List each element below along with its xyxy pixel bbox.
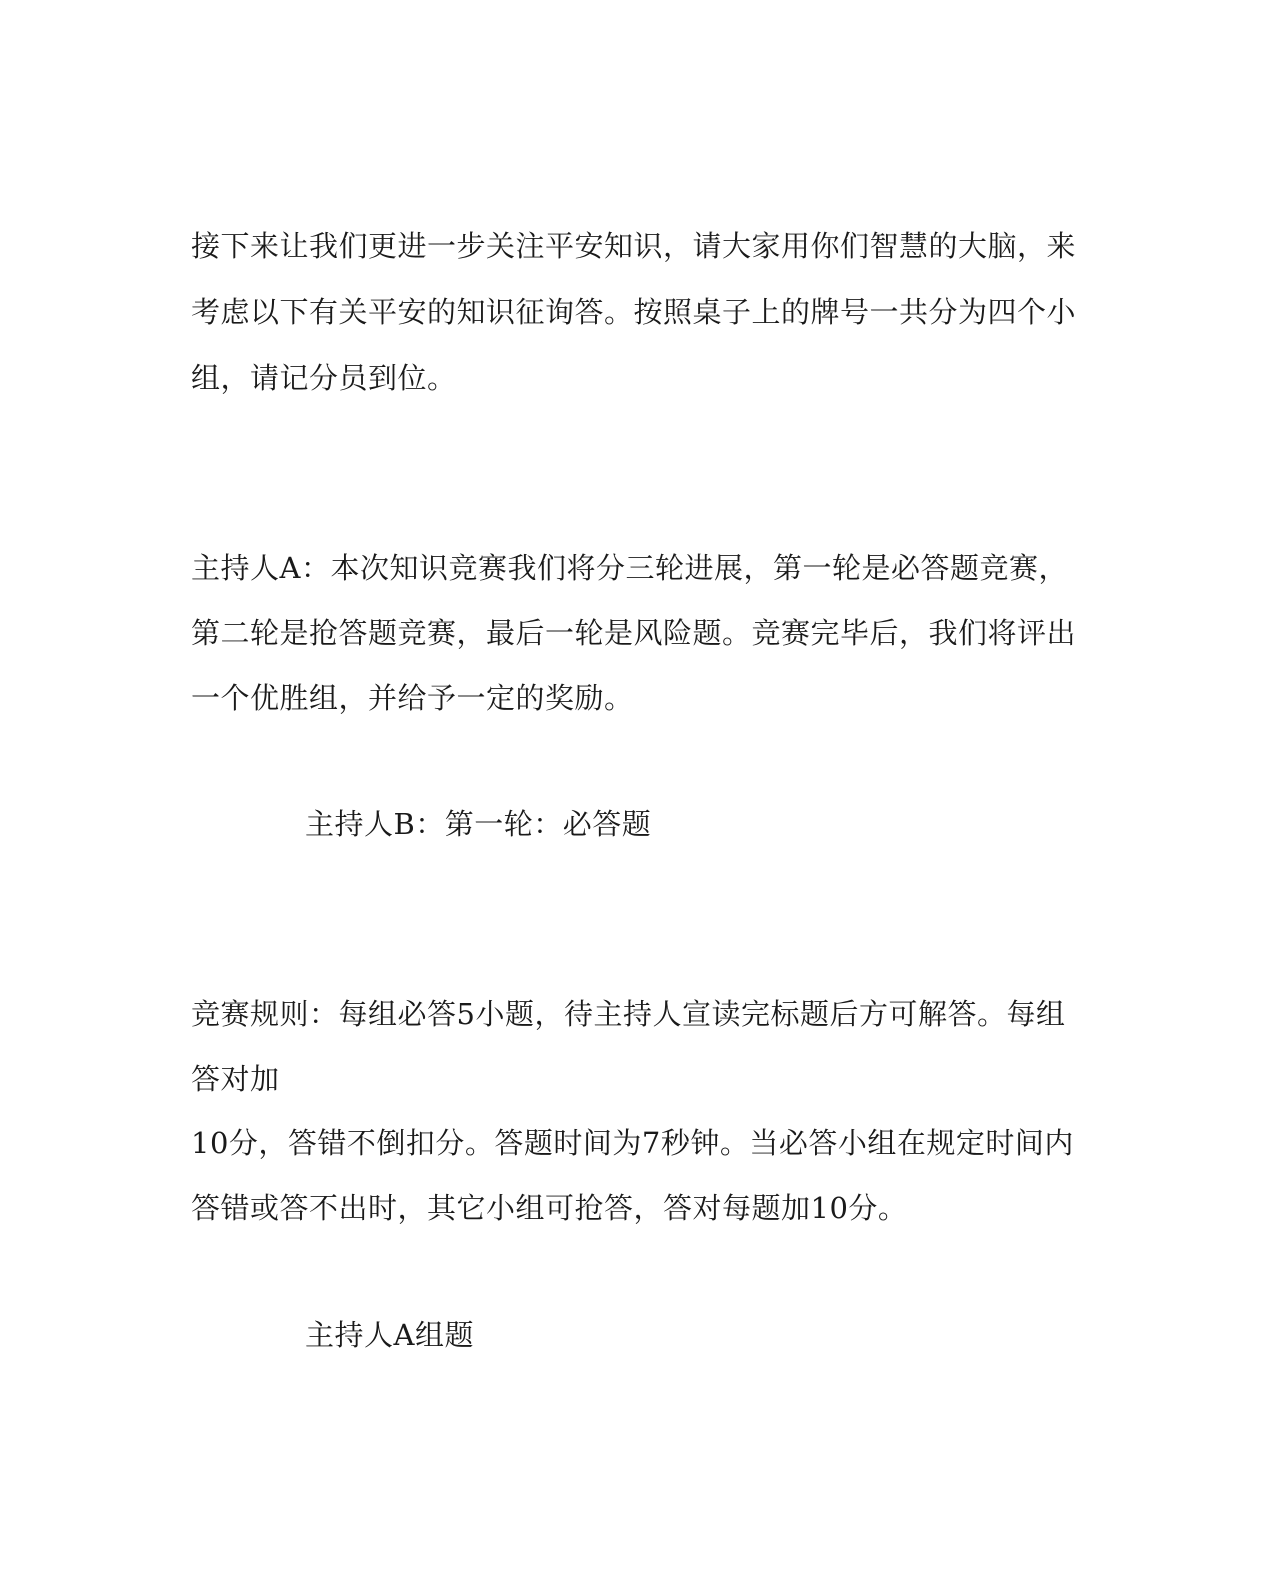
- paragraph-rules-line-3: 10分，答错不倒扣分。答题时间为7秒钟。当必答小组在规定时间内: [191, 1126, 1074, 1160]
- paragraph-host-a-line-3: 一个优胜组，并给予一定的奖励。: [191, 681, 634, 715]
- paragraph-rules-line-1: 竞赛规则：每组必答5小题，待主持人宣读完标题后方可解答。每组: [191, 997, 1066, 1031]
- paragraph-intro-line-3: 组，请记分员到位。: [191, 361, 457, 395]
- section-heading-round-one: 主持人B：第一轮：必答题: [305, 807, 652, 841]
- paragraph-host-a-line-1: 主持人A：本次知识竞赛我们将分三轮进展，第一轮是必答题竞赛，: [191, 551, 1068, 585]
- paragraph-rules-line-2: 答对加: [191, 1062, 280, 1096]
- paragraph-intro-line-1: 接下来让我们更进一步关注平安知识，请大家用你们智慧的大脑，来: [191, 229, 1077, 263]
- section-heading-group-a: 主持人A组题: [305, 1318, 474, 1352]
- paragraph-intro-line-2: 考虑以下有关平安的知识征询答。按照桌子上的牌号一共分为四个小: [191, 295, 1077, 329]
- paragraph-rules-line-4: 答错或答不出时，其它小组可抢答，答对每题加10分。: [191, 1191, 908, 1225]
- paragraph-host-a-line-2: 第二轮是抢答题竞赛，最后一轮是风险题。竞赛完毕后，我们将评出: [191, 616, 1077, 650]
